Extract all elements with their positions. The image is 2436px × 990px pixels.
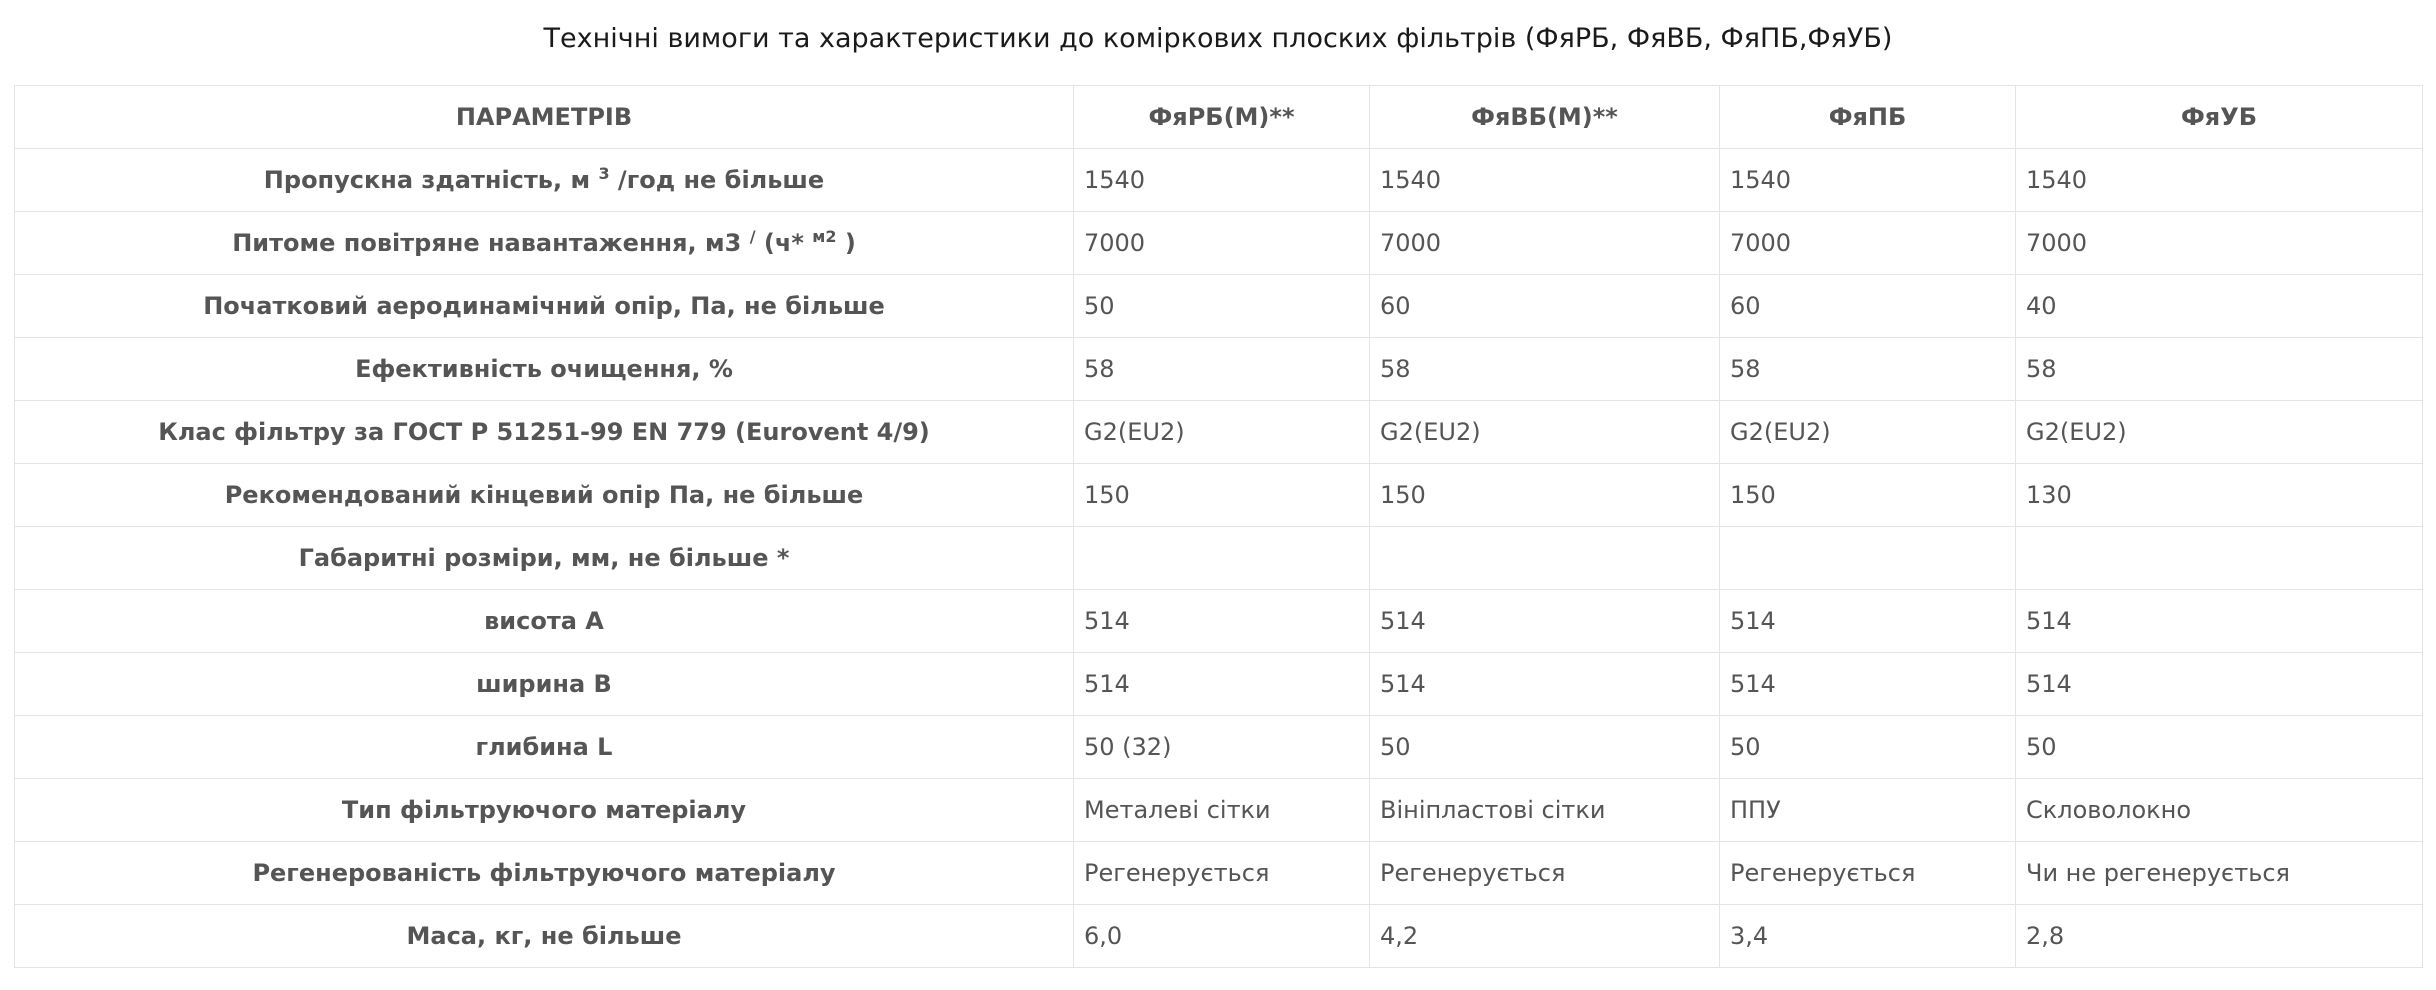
param-cell: Габаритні розміри, мм, не більше * [15, 527, 1074, 590]
param-text: ) [836, 229, 856, 257]
value-cell: 150 [1074, 464, 1370, 527]
value-cell: 514 [1074, 590, 1370, 653]
header-cell-fyapb: ФяПБ [1720, 86, 2016, 149]
value-cell: 514 [2016, 590, 2423, 653]
value-cell: Чи не регенерується [2016, 842, 2423, 905]
value-cell: Регенерується [1074, 842, 1370, 905]
page-title: Технічні вимоги та характеристики до коміркових плоских фільтрів (ФяРБ, ФяВБ, ФяПБ,ФяУБ) [543, 23, 1893, 54]
table-row [15, 527, 2423, 590]
value-cell [1370, 527, 1720, 590]
value-cell: 60 [1370, 275, 1720, 338]
value-cell: 514 [1370, 653, 1720, 716]
value-cell [2016, 527, 2423, 590]
param-cell: Маса, кг, не більше [15, 905, 1074, 968]
value-cell: 6,0 [1074, 905, 1370, 968]
value-cell: 130 [2016, 464, 2423, 527]
value-cell: 7000 [1370, 212, 1720, 275]
value-cell [1074, 527, 1370, 590]
param-cell: Ефективність очищення, % [15, 338, 1074, 401]
value-cell: 1540 [1720, 149, 2016, 212]
table-row [15, 779, 2423, 842]
value-cell: 514 [1074, 653, 1370, 716]
param-text: Питоме повітряне навантаження, м3 [232, 229, 750, 257]
header-cell-fyaub: ФяУБ [2016, 86, 2423, 149]
table-row [15, 842, 2423, 905]
value-cell: 50 [2016, 716, 2423, 779]
value-cell: 4,2 [1370, 905, 1720, 968]
param-text: /год не більше [609, 166, 825, 194]
value-cell: 58 [1370, 338, 1720, 401]
value-cell: 514 [1720, 653, 2016, 716]
param-cell: глибина L [15, 716, 1074, 779]
value-cell: 50 [1074, 275, 1370, 338]
table-row [15, 275, 2423, 338]
table-row [15, 401, 2423, 464]
param-cell [15, 212, 1074, 275]
table-row [15, 149, 2423, 212]
param-text: (ч* [755, 229, 813, 257]
value-cell: ППУ [1720, 779, 2016, 842]
spec-table [14, 85, 2423, 968]
value-cell: 7000 [1074, 212, 1370, 275]
table-row [15, 905, 2423, 968]
value-cell: Регенерується [1720, 842, 2016, 905]
value-cell: 514 [1720, 590, 2016, 653]
value-cell: Вініпластові сітки [1370, 779, 1720, 842]
superscript: м2 [812, 227, 837, 246]
value-cell: G2(EU2) [2016, 401, 2423, 464]
value-cell: 514 [1370, 590, 1720, 653]
value-cell: 60 [1720, 275, 2016, 338]
param-cell: ширина В [15, 653, 1074, 716]
superscript: 3 [598, 164, 610, 183]
param-cell: висота А [15, 590, 1074, 653]
header-cell-fyavb: ФяВБ(М)** [1370, 86, 1720, 149]
superscript: / [749, 227, 756, 246]
table-row [15, 716, 2423, 779]
header-cell-fyarb: ФяРБ(М)** [1074, 86, 1370, 149]
table-row [15, 590, 2423, 653]
param-cell: Регенерованість фільтруючого матеріалу [15, 842, 1074, 905]
param-cell: Рекомендований кінцевий опір Па, не більше [15, 464, 1074, 527]
value-cell: Скловолокно [2016, 779, 2423, 842]
table-row [15, 653, 2423, 716]
param-cell [15, 149, 1074, 212]
value-cell: 3,4 [1720, 905, 2016, 968]
param-cell: Клас фільтру за ГОСТ Р 51251-99 EN 779 (Eurovent 4/9) [15, 401, 1074, 464]
value-cell: G2(EU2) [1720, 401, 2016, 464]
value-cell: 7000 [2016, 212, 2423, 275]
param-cell: Тип фільтруючого матеріалу [15, 779, 1074, 842]
table-row [15, 212, 2423, 275]
value-cell: 40 [2016, 275, 2423, 338]
value-cell: 1540 [1370, 149, 1720, 212]
param-cell: Початковий аеродинамічний опір, Па, не більше [15, 275, 1074, 338]
table-row [15, 464, 2423, 527]
value-cell: 150 [1370, 464, 1720, 527]
value-cell: 1540 [1074, 149, 1370, 212]
table-header-row [15, 86, 2423, 149]
value-cell: 58 [1074, 338, 1370, 401]
value-cell: G2(EU2) [1074, 401, 1370, 464]
value-cell: 2,8 [2016, 905, 2423, 968]
value-cell: 58 [2016, 338, 2423, 401]
value-cell: Регенерується [1370, 842, 1720, 905]
value-cell: 50 [1370, 716, 1720, 779]
param-text: Пропускна здатність, м [263, 166, 599, 194]
value-cell: G2(EU2) [1370, 401, 1720, 464]
value-cell [1720, 527, 2016, 590]
value-cell: 514 [2016, 653, 2423, 716]
value-cell: 50 [1720, 716, 2016, 779]
value-cell: 50 (32) [1074, 716, 1370, 779]
value-cell: 7000 [1720, 212, 2016, 275]
value-cell: Металеві сітки [1074, 779, 1370, 842]
value-cell: 150 [1720, 464, 2016, 527]
value-cell: 1540 [2016, 149, 2423, 212]
header-cell-parameters: ПАРАМЕТРІВ [15, 86, 1074, 149]
value-cell: 58 [1720, 338, 2016, 401]
table-row [15, 338, 2423, 401]
